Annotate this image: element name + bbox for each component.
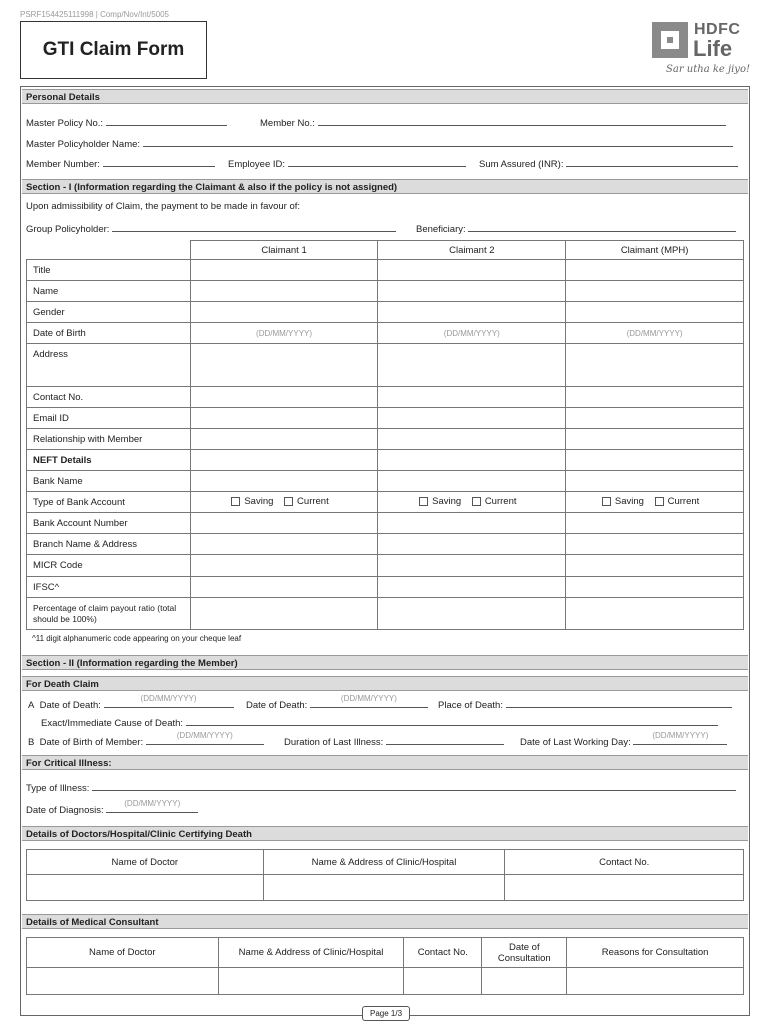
current-label: Current bbox=[484, 496, 517, 508]
consultant-contact-header: Contact No. bbox=[404, 938, 482, 968]
master-policyholder-name-field[interactable] bbox=[143, 137, 733, 147]
table-row bbox=[27, 598, 744, 630]
saving-checkbox[interactable] bbox=[231, 497, 240, 506]
claimant-2-relationship-cell[interactable] bbox=[378, 429, 566, 450]
contact-cell[interactable] bbox=[505, 875, 744, 901]
duration-illness-row bbox=[284, 735, 504, 748]
saving-label: Saving bbox=[432, 496, 462, 508]
claimant-2-ifsc-cell[interactable] bbox=[378, 577, 566, 598]
row-label-bank-name: Bank Name bbox=[27, 471, 191, 492]
last-working-day-row bbox=[520, 731, 727, 748]
current-label: Current bbox=[667, 496, 700, 508]
claimant-mph-name-cell[interactable] bbox=[566, 281, 744, 302]
duration-illness-field[interactable] bbox=[386, 735, 504, 745]
table-row bbox=[27, 387, 744, 408]
current-checkbox[interactable] bbox=[655, 497, 664, 506]
consultant-doctor-header: Name of Doctor bbox=[27, 938, 219, 968]
row-label-email: Email ID bbox=[27, 408, 191, 429]
claimant-1-contact-cell[interactable] bbox=[190, 387, 378, 408]
claimant-1-bank-name-cell[interactable] bbox=[190, 471, 378, 492]
claimant-mph-header: Claimant (MPH) bbox=[566, 241, 744, 260]
claimant-1-ifsc-cell[interactable] bbox=[190, 577, 378, 598]
logo-brand: HDFC bbox=[694, 21, 741, 38]
claimant-2-address-cell[interactable] bbox=[378, 344, 566, 387]
date-of-death-2-row bbox=[246, 694, 428, 711]
date-diagnosis-field[interactable] bbox=[106, 799, 198, 813]
claimant-1-title-cell[interactable] bbox=[190, 260, 378, 281]
dob-member-label: Date of Birth of Member: bbox=[39, 737, 144, 748]
ifsc-footnote: ^11 digit alphanumeric code appearing on your cheque leaf bbox=[32, 634, 242, 643]
claimant-1-branch-cell[interactable] bbox=[190, 534, 378, 555]
consultation-reason-header: Reasons for Consultation bbox=[567, 938, 744, 968]
row-label-branch: Branch Name & Address bbox=[27, 534, 191, 555]
claimant-mph-address-cell[interactable] bbox=[566, 344, 744, 387]
beneficiary-row bbox=[416, 222, 736, 235]
consultant-contact-cell[interactable] bbox=[404, 968, 482, 995]
table-row bbox=[27, 513, 744, 534]
claimant-header-row bbox=[27, 241, 744, 260]
date-of-death-field[interactable] bbox=[104, 694, 234, 708]
saving-label: Saving bbox=[244, 496, 274, 508]
claimant-1-account-type-cell bbox=[190, 492, 378, 513]
section-personal-details: Personal Details bbox=[22, 89, 748, 104]
row-label-account-number: Bank Account Number bbox=[27, 513, 191, 534]
clinic-cell[interactable] bbox=[263, 875, 505, 901]
doctors-heading: Details of Doctors/Hospital/Clinic Certifying Death bbox=[22, 826, 748, 841]
member-no-field[interactable] bbox=[318, 116, 726, 126]
table-row bbox=[27, 492, 744, 513]
dob-member-row bbox=[28, 731, 264, 748]
claimant-mph-neft-cell bbox=[566, 450, 744, 471]
hdfc-life-logo bbox=[652, 22, 750, 82]
employee-id-field[interactable] bbox=[288, 157, 466, 167]
row-label-relationship: Relationship with Member bbox=[27, 429, 191, 450]
row-label-dob: Date of Birth bbox=[27, 323, 191, 344]
table-row bbox=[27, 429, 744, 450]
table-row bbox=[27, 577, 744, 598]
consultation-date-header: Date of Consultation bbox=[482, 938, 567, 968]
claimant-header-empty bbox=[27, 241, 191, 260]
death-claim-heading: For Death Claim bbox=[22, 676, 748, 691]
consultant-header-row bbox=[27, 938, 744, 968]
claimant-2-dob-cell[interactable]: (DD/MM/YYYY) bbox=[378, 323, 566, 344]
claimant-1-email-cell[interactable] bbox=[190, 408, 378, 429]
employee-id-label: Employee ID: bbox=[228, 159, 286, 170]
place-of-death-label: Place of Death: bbox=[438, 700, 503, 711]
claimant-1-payout-cell[interactable] bbox=[190, 598, 378, 630]
duration-illness-label: Duration of Last Illness: bbox=[284, 737, 384, 748]
consultant-clinic-header: Name & Address of Clinic/Hospital bbox=[218, 938, 404, 968]
date-diagnosis-row bbox=[26, 799, 198, 816]
claimant-1-account-number-cell[interactable] bbox=[190, 513, 378, 534]
claimant-mph-gender-cell[interactable] bbox=[566, 302, 744, 323]
claimant-mph-account-type-cell bbox=[566, 492, 744, 513]
type-illness-label: Type of Illness: bbox=[26, 783, 90, 794]
table-row bbox=[27, 534, 744, 555]
type-illness-row bbox=[26, 781, 736, 794]
logo-tagline: Sar utha ke jiyo! bbox=[666, 64, 750, 75]
date-diagnosis-label: Date of Diagnosis: bbox=[26, 805, 104, 816]
item-b-label: B bbox=[28, 737, 35, 748]
cause-of-death-label: Exact/Immediate Cause of Death: bbox=[41, 718, 184, 729]
dob-member-placeholder: (DD/MM/YYYY) bbox=[176, 731, 233, 740]
logo-brand-life: Life bbox=[693, 36, 733, 61]
table-row bbox=[27, 344, 744, 387]
claimant-mph-title-cell[interactable] bbox=[566, 260, 744, 281]
member-no-label: Member No.: bbox=[260, 118, 315, 129]
table-row bbox=[27, 408, 744, 429]
row-label-contact: Contact No. bbox=[27, 387, 191, 408]
member-number-label: Member Number: bbox=[26, 159, 100, 170]
claimant-1-dob-cell[interactable]: (DD/MM/YYYY) bbox=[190, 323, 378, 344]
member-number-row bbox=[26, 157, 215, 170]
claimant-1-address-cell[interactable] bbox=[190, 344, 378, 387]
contact-header: Contact No. bbox=[505, 850, 744, 875]
doctors-table bbox=[26, 849, 744, 901]
sum-assured-row bbox=[479, 157, 738, 170]
payment-intro: Upon admissibility of Claim, the payment to be made in favour of: bbox=[26, 201, 301, 212]
claimant-2-contact-cell[interactable] bbox=[378, 387, 566, 408]
cause-of-death-row bbox=[41, 716, 718, 729]
claimant-table bbox=[26, 240, 744, 630]
claimant-1-micr-cell[interactable] bbox=[190, 555, 378, 577]
last-working-day-placeholder: (DD/MM/YYYY) bbox=[652, 731, 709, 740]
claimant-1-gender-cell[interactable] bbox=[190, 302, 378, 323]
date-diagnosis-placeholder: (DD/MM/YYYY) bbox=[124, 799, 181, 808]
employee-id-row bbox=[228, 157, 466, 170]
group-policyholder-label: Group Policyholder: bbox=[26, 224, 110, 235]
claimant-mph-bank-name-cell[interactable] bbox=[566, 471, 744, 492]
date-of-death-placeholder: (DD/MM/YYYY) bbox=[140, 694, 197, 703]
claimant-1-name-cell[interactable] bbox=[190, 281, 378, 302]
master-policy-no-label: Master Policy No.: bbox=[26, 118, 104, 129]
date-of-death-2-field[interactable] bbox=[310, 694, 428, 708]
clinic-header: Name & Address of Clinic/Hospital bbox=[263, 850, 505, 875]
consultation-date-cell[interactable] bbox=[482, 968, 567, 995]
master-policy-no-row bbox=[26, 116, 227, 129]
row-label-neft: NEFT Details bbox=[27, 450, 191, 471]
claimant-mph-ifsc-cell[interactable] bbox=[566, 577, 744, 598]
claimant-mph-dob-cell[interactable]: (DD/MM/YYYY) bbox=[566, 323, 744, 344]
table-row bbox=[27, 260, 744, 281]
claimant-mph-email-cell[interactable] bbox=[566, 408, 744, 429]
claimant-1-header: Claimant 1 bbox=[190, 241, 378, 260]
row-label-gender: Gender bbox=[27, 302, 191, 323]
date-of-death-2-label: Date of Death: bbox=[246, 700, 308, 711]
date-of-death-label: Date of Death: bbox=[39, 700, 101, 711]
last-working-day-field[interactable] bbox=[633, 731, 727, 745]
form-code: PSRF154425111998 | Comp/Nov/Int/5005 bbox=[20, 10, 169, 19]
row-label-ifsc: IFSC^ bbox=[27, 577, 191, 598]
claimant-2-payout-cell[interactable] bbox=[378, 598, 566, 630]
claimant-2-gender-cell[interactable] bbox=[378, 302, 566, 323]
claimant-2-neft-cell bbox=[378, 450, 566, 471]
claimant-2-account-type-cell bbox=[378, 492, 566, 513]
claimant-2-title-cell[interactable] bbox=[378, 260, 566, 281]
date-of-death-2-placeholder: (DD/MM/YYYY) bbox=[340, 694, 397, 703]
section-2-heading: Section - II (Information regarding the Member) bbox=[22, 655, 748, 670]
claimant-2-name-cell[interactable] bbox=[378, 281, 566, 302]
claimant-mph-contact-cell[interactable] bbox=[566, 387, 744, 408]
saving-label: Saving bbox=[614, 496, 644, 508]
page-number: Page 1/3 bbox=[362, 1006, 410, 1021]
cause-of-death-field[interactable] bbox=[186, 716, 718, 726]
claimant-2-branch-cell[interactable] bbox=[378, 534, 566, 555]
consultant-table bbox=[26, 937, 744, 995]
table-row bbox=[27, 302, 744, 323]
current-label: Current bbox=[297, 496, 329, 508]
date-of-death-row bbox=[28, 694, 234, 711]
saving-checkbox[interactable] bbox=[419, 497, 428, 506]
page-title: GTI Claim Form bbox=[20, 21, 207, 79]
group-policyholder-field[interactable] bbox=[112, 222, 396, 232]
row-label-address: Address bbox=[27, 344, 191, 387]
member-number-field[interactable] bbox=[103, 157, 215, 167]
consultant-heading: Details of Medical Consultant bbox=[22, 914, 748, 929]
row-label-account-type: Type of Bank Account bbox=[27, 492, 191, 513]
dob-member-field[interactable] bbox=[146, 731, 264, 745]
place-of-death-field[interactable] bbox=[506, 698, 732, 708]
master-policyholder-name-row bbox=[26, 137, 733, 150]
doctors-header-row bbox=[27, 850, 744, 875]
master-policy-no-field[interactable] bbox=[106, 116, 227, 126]
doctor-name-cell[interactable] bbox=[27, 875, 264, 901]
critical-illness-heading: For Critical Illness: bbox=[22, 755, 748, 770]
claimant-mph-payout-cell[interactable] bbox=[566, 598, 744, 630]
sum-assured-label: Sum Assured (INR): bbox=[479, 159, 564, 170]
claimant-2-micr-cell[interactable] bbox=[378, 555, 566, 577]
claimant-mph-relationship-cell[interactable] bbox=[566, 429, 744, 450]
master-policyholder-name-label: Master Policyholder Name: bbox=[26, 139, 141, 150]
type-illness-field[interactable] bbox=[92, 781, 736, 791]
table-row bbox=[27, 471, 744, 492]
current-checkbox[interactable] bbox=[472, 497, 481, 506]
logo-mark-icon bbox=[652, 22, 688, 58]
consultation-reason-cell[interactable] bbox=[567, 968, 744, 995]
row-label-title: Title bbox=[27, 260, 191, 281]
claimant-2-header: Claimant 2 bbox=[378, 241, 566, 260]
claimant-mph-account-number-cell[interactable] bbox=[566, 513, 744, 534]
consultant-doctor-cell[interactable] bbox=[27, 968, 219, 995]
row-label-name: Name bbox=[27, 281, 191, 302]
current-checkbox[interactable] bbox=[284, 497, 293, 506]
row-label-payout-ratio: Percentage of claim payout ratio (total should be 100%) bbox=[27, 598, 191, 630]
claimant-2-email-cell[interactable] bbox=[378, 408, 566, 429]
item-a-label: A bbox=[28, 700, 35, 711]
beneficiary-field[interactable] bbox=[468, 222, 736, 232]
claimant-mph-branch-cell[interactable] bbox=[566, 534, 744, 555]
table-row bbox=[27, 968, 744, 995]
member-no-row bbox=[260, 116, 726, 129]
beneficiary-label: Beneficiary: bbox=[416, 224, 466, 235]
group-policyholder-row bbox=[26, 222, 396, 235]
section-1-heading: Section - I (Information regarding the Claimant & also if the policy is not assigned) bbox=[22, 179, 748, 194]
table-row bbox=[27, 323, 744, 344]
table-row bbox=[27, 875, 744, 901]
last-working-day-label: Date of Last Working Day: bbox=[520, 737, 631, 748]
sum-assured-field[interactable] bbox=[566, 157, 738, 167]
row-label-micr: MICR Code bbox=[27, 555, 191, 577]
consultant-clinic-cell[interactable] bbox=[218, 968, 404, 995]
saving-checkbox[interactable] bbox=[602, 497, 611, 506]
claimant-1-relationship-cell[interactable] bbox=[190, 429, 378, 450]
claimant-1-neft-cell bbox=[190, 450, 378, 471]
table-row bbox=[27, 450, 744, 471]
claimant-mph-micr-cell[interactable] bbox=[566, 555, 744, 577]
place-of-death-row bbox=[438, 698, 732, 711]
claimant-2-account-number-cell[interactable] bbox=[378, 513, 566, 534]
table-row bbox=[27, 281, 744, 302]
claimant-2-bank-name-cell[interactable] bbox=[378, 471, 566, 492]
doctor-name-header: Name of Doctor bbox=[27, 850, 264, 875]
table-row bbox=[27, 555, 744, 577]
